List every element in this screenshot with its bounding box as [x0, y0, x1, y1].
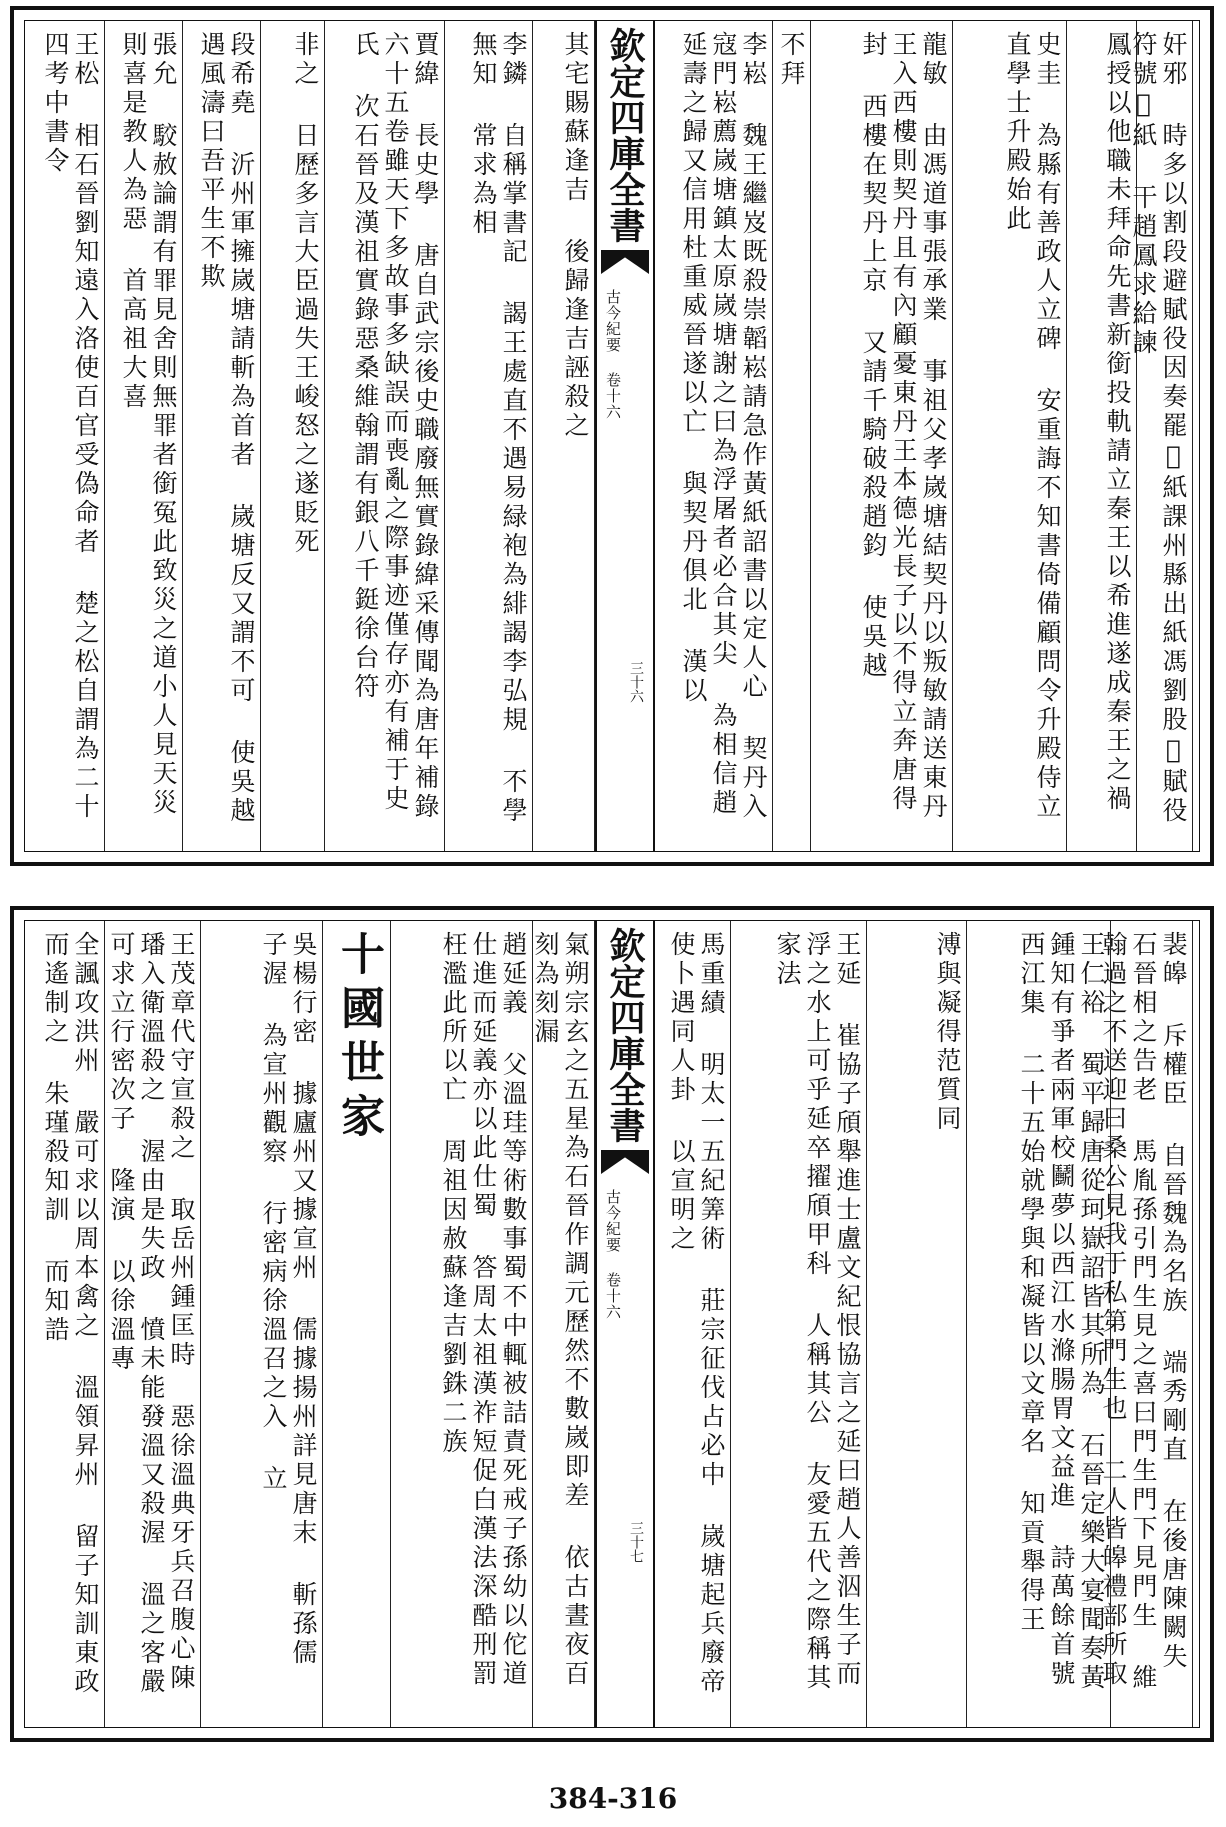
top-left-col-5: 非之 日歷多言大臣過失王峻怒之遂貶死 [261, 21, 325, 851]
bottom-page-frame [24, 920, 1200, 1728]
bottom-right-col-1: 裴皞 斥權臣 自晉魏為名族 端秀剛直 在後唐陳闕失 石晉相之告老 馬胤孫引門生見之喜曰門生門下見門生 維翰過之不送迎曰桑公見我于私第門生也 二人皆皞禮部所取 [1111, 921, 1193, 1727]
bottom-left-col-4: 吳楊行密 據廬州又據宣州 儒據揚州詳見唐末 斬孫儒 子渥 為宣州觀察 行密病徐溫召之入 立 [201, 921, 323, 1727]
bottom-right-col-3: 溥與凝得范質同 [867, 921, 967, 1727]
top-center-fold [595, 21, 655, 851]
top-right-col-5: 不拜 [773, 21, 811, 851]
bottom-left-col-2: 趙延義 父溫珪等術數事蜀不中輒被詰責死戒子孫幼以佗道仕進而延義亦以此仕蜀 答周太祖漢祚短促白漢法深酷刑罰枉濫此所以亡 周祖因赦蘇逢吉劉銖二族 [391, 921, 533, 1727]
top-volume-label: 古今紀要 卷十六 [604, 289, 622, 420]
fish-tail-mark [601, 247, 649, 277]
top-right-col-4: 龍敏 由馮道事張承業 事祖父孝嵗塘結契丹以叛敏請送東丹王入西樓則契丹且有內顧憂東丹王本德光長子以不得立奔唐得封 西樓在契丹上京 又請千騎破殺趙鈞 使吳越 [811, 21, 953, 851]
bottom-right-col-4: 王延 崔協子頎舉進士盧文紀恨協言之延曰趙人善泅生子而浮之水上可乎延卒擢頎甲科 人稱其公 友愛五代之際稱其家法 [731, 921, 867, 1727]
top-page-frame [24, 20, 1200, 852]
bottom-right-col-2: 王仁裕 蜀平歸唐從珂嶽詔皆其所為 石晉定樂大宴聞奏黃鍾知有爭者兩軍校鬭夢以西江水滌腸胃文益進 詩萬餘首號西江集 二十五始就學與和凝皆以文章名 知貢舉得王 [967, 921, 1111, 1727]
top-right-col-3: 史圭 為縣有善政人立碑 安重誨不知書倚備顧問令升殿侍立 直學士升殿始此 [953, 21, 1067, 851]
top-left-col-1: 李崧 魏王繼岌既殺崇韜崧請急作黃紙詔書以定人心 契丹入寇門崧薦嵗塘鎮太原嵗塘謝之曰為浮屠者必合其尖 為相信趙延壽之歸又信用杜重威晉遂以亡 與契丹俱北 漢以 [655, 21, 773, 851]
top-library-title: 欽定四庫全書 [604, 27, 646, 243]
bottom-library-title: 欽定四庫全書 [604, 927, 646, 1143]
bottom-left-col-3: 十國世家 [323, 921, 391, 1727]
top-right-col-2: 鳳授以他職未拜命先書新銜投軌請立秦王以希進遂成秦王之禍 [1067, 21, 1137, 851]
top-left-col-3: 李鏻 自稱掌書記 謁王處直不遇易緑袍為緋謁李弘規 不學無知 常求為相 [445, 21, 533, 851]
bottom-right-col-5: 馬重績 明太一五紀筭術 莊宗征伐占必中 嵗塘起兵廢帝使卜遇同人卦 以宣明之 [655, 921, 731, 1727]
top-left-col-7: 張允 駮赦論謂有罪見舍則無罪者銜冤此致災之道小人見天災則喜是教人為惡 首高祖大喜 [105, 21, 183, 851]
top-leaf-number: 三十六 [628, 661, 644, 703]
bottom-left-col-6: 全諷攻洪州 嚴可求以周本禽之 溫領昇州 留子知訓東政而遙制之 朱瑾殺知訓 而知誥 [25, 921, 105, 1727]
bottom-left-col-5: 王茂章代守宣殺之 取岳州鍾匡時 惡徐溫典牙兵召腹心陳璠入衛溫殺之 渥由是失政 憤未能發溫又殺渥 溫之客嚴可求立行密次子 隆演 以徐溫專 [105, 921, 201, 1727]
fish-tail-mark [601, 1147, 649, 1177]
top-left-col-4: 賈緯 長史學 唐自武宗後史職廢無實錄緯采傳聞為唐年補錄六十五卷雖天下多故事多缺誤而喪亂之際事迹僅存亦有補于史氏 次石晉及漢祖實錄惡桑維翰謂有銀八千鋌徐台符 [325, 21, 445, 851]
bottom-center-fold [595, 921, 655, 1727]
top-right-col-1: 奸邪 時多以割段避賦役因奏罷𨦟紙課州縣出紙馮劉股𨦟賦役符號𨦟紙 干趙鳳求給諫 [1137, 21, 1193, 851]
bottom-leaf-number: 三十七 [628, 1521, 644, 1563]
page-footer-number: 384-316 [548, 1782, 678, 1815]
top-left-col-2: 其宅賜蘇逢吉 後歸逢吉誣殺之 [533, 21, 595, 851]
bottom-page [10, 906, 1214, 1742]
top-left-col-8: 王松 相石晉劉知遠入洛使百官受偽命者 楚之松自謂為二十四考中書令 [25, 21, 105, 851]
bottom-volume-label: 古今紀要 卷十六 [604, 1189, 622, 1320]
top-page [10, 6, 1214, 866]
top-left-col-6: 段希堯 沂州軍擁嵗塘請斬為首者 嵗塘反又謂不可 使吳越遇風濤曰吾平生不欺 [183, 21, 261, 851]
bottom-left-col-1: 氣朔宗玄之五星為石晉作調元歷然不數嵗即差 依古晝夜百刻為刻漏 [533, 921, 595, 1727]
